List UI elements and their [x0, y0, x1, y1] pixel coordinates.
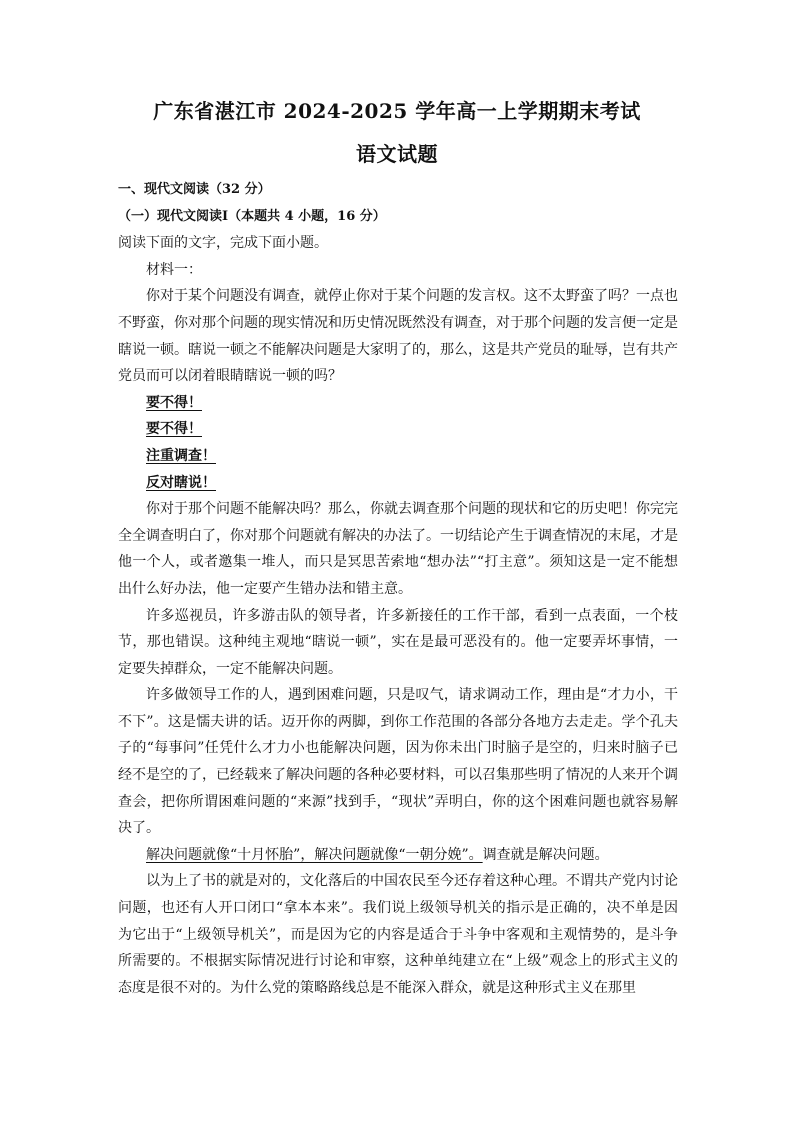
slogan-3 — [118, 443, 678, 470]
paragraph-6: 以为上了书的就是对的，文化落后的中国农民至今还存着这种心理。不谓共产党内讨论问题，也还有人开口闭口“拿本本来”。我们说上级领导机关的指示是正确的，决不单是因为它出于“上级领导机关”，而是因为它的内容是适合于斗争中客观和主观情势的，是斗争所需要的。不根据实际情况进行讨论和审察，这种单纯建立在“上级”观念上的形式主义的态度是很不对的。为什么党的策略路线总是不能深入群众，就是这种形式主义在那里 — [118, 873, 678, 996]
slogan-2-text: 要不得！ — [146, 421, 202, 438]
slogan-2 — [118, 416, 678, 443]
material-label: 材料一： — [146, 261, 202, 278]
section-heading: 一、现代文阅读（32 分） — [118, 182, 271, 197]
slogan-1 — [118, 390, 678, 417]
paragraph-3: 许多巡视员，许多游击队的领导者，许多新接任的工作干部，看到一点表面，一个枝节，那也错误。这种纯主观地“瞎说一顿”，实在是最可恶没有的。他一定要弄坏事情，一定要失掉群众，一定不能解决问题。 — [118, 607, 678, 677]
exam-title: 广东省湛江市 2024-2025 学年高一上学期期末考试 — [153, 99, 641, 123]
subsection-heading: （一）现代文阅读Ⅰ（本题共 4 小题，16 分） — [118, 208, 386, 224]
slogan-3-text: 注重调查！ — [146, 447, 216, 464]
paragraph-5 — [118, 842, 678, 869]
paragraph-2: 你对于那个问题不能解决吗？那么，你就去调查那个问题的现状和它的历史吧！你完完全全调查明白了，你对那个问题就有解决的办法了。一切结论产生于调查情况的末尾，才是他一个人，或者邀集一堆人，而只是冥思苦索地“想办法”“打主意”。须知这是一定不能想出什么好办法，他一定要产生错办法和错主意。 — [118, 501, 678, 597]
slogan-1-text: 要不得！ — [146, 394, 202, 411]
exam-content — [118, 177, 678, 1001]
instruction-text: 阅读下面的文字，完成下面小题。 — [118, 235, 328, 252]
slogan-4 — [118, 470, 678, 497]
paragraph-1: 你对于某个问题没有调查，就停止你对于某个问题的发言权。这不太野蛮了吗？一点也不野蛮，你对那个问题的现实情况和历史情况既然没有调查，对于那个问题的发言便一定是瞎说一顿。瞎说一顿之不能解决问题是大家明了的，那么，这是共产党员的耻辱，岂有共产党员而可以闭着眼睛瞎说一顿的吗？ — [118, 288, 678, 385]
paragraph-5-rest: 调查就是解决问题。 — [482, 846, 609, 863]
paragraph-5-underlined: 解决问题就像“十月怀胎”，解决问题就像“一朝分娩”。 — [146, 846, 483, 863]
exam-subtitle: 语文试题 — [356, 142, 438, 166]
slogan-4-text: 反对瞎说！ — [146, 474, 216, 491]
paragraph-4: 许多做领导工作的人，遇到困难问题，只是叹气，请求调动工作，理由是“才力小，干不下”。这是懦夫讲的话。迈开你的两脚，到你工作范围的各部分各地方去走走。学个孔夫子的“每事问”任凭什么才力小也能解决问题，因为你未出门时脑子是空的，归来时脑子已经不是空的了，已经载来了解决问题的各种必要材料，可以召集那些明了情况的人来开个调查会，把你所谓困难问题的“来源”找到手，“现状”弄明白，你的这个困难问题也就容易解决了。 — [118, 687, 678, 837]
